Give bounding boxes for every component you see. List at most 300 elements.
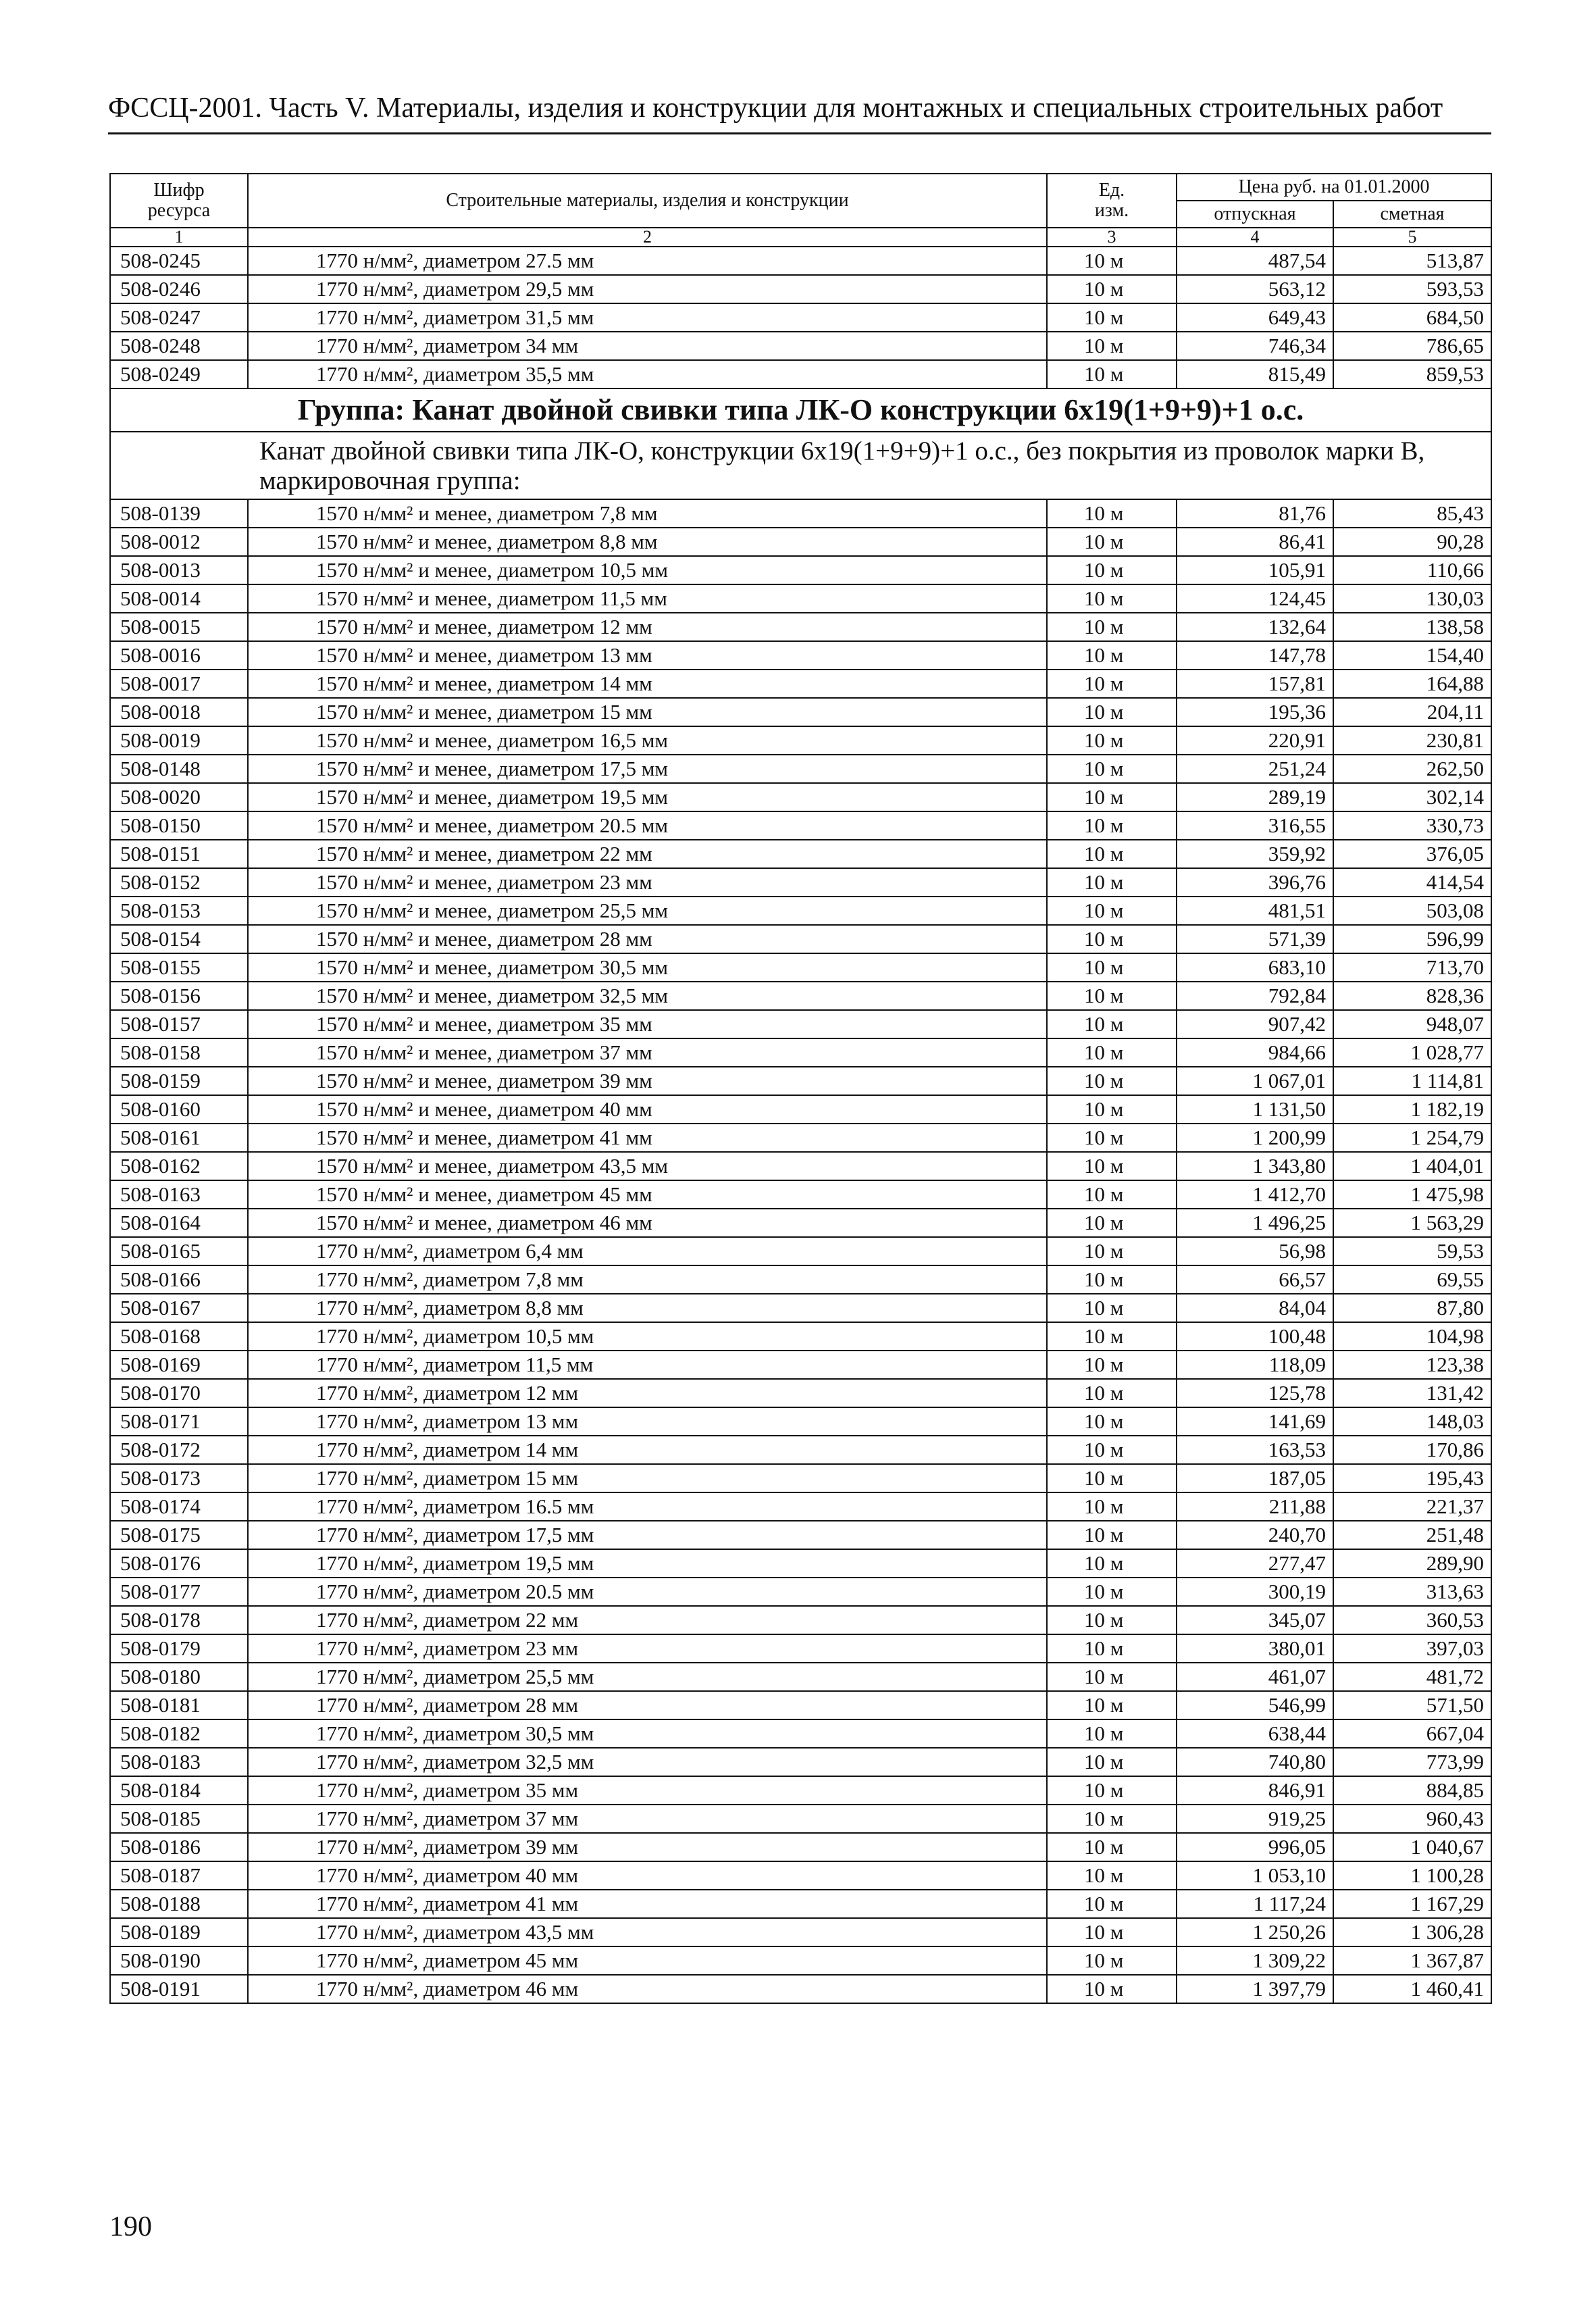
cell-unit: 10 м xyxy=(1047,1805,1177,1833)
cell-unit: 10 м xyxy=(1047,1492,1177,1521)
table-row xyxy=(110,1833,1491,1861)
cell-code: 508-0164 xyxy=(110,1209,248,1237)
cell-estimate-price: 960,43 xyxy=(1333,1805,1491,1833)
cell-unit: 10 м xyxy=(1047,1719,1177,1748)
cell-release-price: 546,99 xyxy=(1177,1691,1333,1719)
cell-estimate-price: 1 182,19 xyxy=(1333,1095,1491,1124)
cell-name: 1770 н/мм², диаметром 20.5 мм xyxy=(248,1578,1047,1606)
table-row xyxy=(110,1606,1491,1634)
cell-estimate-price: 204,11 xyxy=(1333,698,1491,726)
cell-code: 508-0152 xyxy=(110,868,248,897)
cell-estimate-price: 1 563,29 xyxy=(1333,1209,1491,1237)
cell-name: 1770 н/мм², диаметром 31,5 мм xyxy=(248,303,1047,332)
table-row xyxy=(110,1095,1491,1124)
table-row xyxy=(110,1492,1491,1521)
table-row xyxy=(110,670,1491,698)
cell-code: 508-0175 xyxy=(110,1521,248,1549)
cell-unit: 10 м xyxy=(1047,982,1177,1010)
table-row xyxy=(110,755,1491,783)
cell-name: 1770 н/мм², диаметром 34 мм xyxy=(248,332,1047,360)
cell-name: 1770 н/мм², диаметром 28 мм xyxy=(248,1691,1047,1719)
cell-code: 508-0183 xyxy=(110,1748,248,1776)
cell-name: 1770 н/мм², диаметром 17,5 мм xyxy=(248,1521,1047,1549)
cell-name: 1570 н/мм² и менее, диаметром 39 мм xyxy=(248,1067,1047,1095)
table-row xyxy=(110,499,1491,528)
cell-code: 508-0167 xyxy=(110,1294,248,1322)
cell-code: 508-0246 xyxy=(110,275,248,303)
table-row xyxy=(110,1748,1491,1776)
table-row xyxy=(110,1861,1491,1890)
cell-estimate-price: 786,65 xyxy=(1333,332,1491,360)
cell-release-price: 125,78 xyxy=(1177,1379,1333,1407)
cell-unit: 10 м xyxy=(1047,613,1177,641)
cell-name: 1770 н/мм², диаметром 23 мм xyxy=(248,1634,1047,1663)
cell-release-price: 1 131,50 xyxy=(1177,1095,1333,1124)
header-estimate: сметная xyxy=(1333,201,1491,228)
cell-release-price: 147,78 xyxy=(1177,641,1333,670)
cell-unit: 10 м xyxy=(1047,1265,1177,1294)
cell-name: 1770 н/мм², диаметром 27.5 мм xyxy=(248,247,1047,275)
cell-name: 1570 н/мм² и менее, диаметром 14 мм xyxy=(248,670,1047,698)
cell-estimate-price: 684,50 xyxy=(1333,303,1491,332)
table-row xyxy=(110,1038,1491,1067)
cell-estimate-price: 513,87 xyxy=(1333,247,1491,275)
header-release: отпускная xyxy=(1177,201,1333,228)
cell-release-price: 1 496,25 xyxy=(1177,1209,1333,1237)
cell-unit: 10 м xyxy=(1047,811,1177,840)
cell-name: 1570 н/мм² и менее, диаметром 40 мм xyxy=(248,1095,1047,1124)
cell-unit: 10 м xyxy=(1047,840,1177,868)
cell-name: 1770 н/мм², диаметром 6,4 мм xyxy=(248,1237,1047,1265)
cell-estimate-price: 884,85 xyxy=(1333,1776,1491,1805)
cell-release-price: 1 309,22 xyxy=(1177,1946,1333,1975)
cell-estimate-price: 164,88 xyxy=(1333,670,1491,698)
cell-code: 508-0176 xyxy=(110,1549,248,1578)
cell-release-price: 487,54 xyxy=(1177,247,1333,275)
cell-estimate-price: 1 254,79 xyxy=(1333,1124,1491,1152)
table-row xyxy=(110,1890,1491,1918)
cell-name: 1770 н/мм², диаметром 32,5 мм xyxy=(248,1748,1047,1776)
cell-name: 1570 н/мм² и менее, диаметром 12 мм xyxy=(248,613,1047,641)
cell-unit: 10 м xyxy=(1047,556,1177,584)
cell-code: 508-0248 xyxy=(110,332,248,360)
cell-unit: 10 м xyxy=(1047,1663,1177,1691)
table-row xyxy=(110,1067,1491,1095)
cell-estimate-price: 170,86 xyxy=(1333,1436,1491,1464)
group-description: Канат двойной свивки типа ЛК-О, конструкции 6х19(1+9+9)+1 о.с., без покрытия из проволок марки В, маркировочная группа: xyxy=(110,432,1491,499)
cell-release-price: 132,64 xyxy=(1177,613,1333,641)
cell-unit: 10 м xyxy=(1047,1946,1177,1975)
cell-release-price: 105,91 xyxy=(1177,556,1333,584)
cell-estimate-price: 1 167,29 xyxy=(1333,1890,1491,1918)
table-row xyxy=(110,303,1491,332)
cell-release-price: 571,39 xyxy=(1177,925,1333,953)
cell-code: 508-0249 xyxy=(110,360,248,388)
cell-unit: 10 м xyxy=(1047,528,1177,556)
cell-estimate-price: 503,08 xyxy=(1333,897,1491,925)
cell-unit: 10 м xyxy=(1047,1124,1177,1152)
table-row xyxy=(110,925,1491,953)
group-block xyxy=(110,388,1491,499)
cell-name: 1770 н/мм², диаметром 15 мм xyxy=(248,1464,1047,1492)
cell-release-price: 100,48 xyxy=(1177,1322,1333,1351)
cell-code: 508-0161 xyxy=(110,1124,248,1152)
cell-name: 1770 н/мм², диаметром 40 мм xyxy=(248,1861,1047,1890)
table-row xyxy=(110,613,1491,641)
cell-release-price: 240,70 xyxy=(1177,1521,1333,1549)
cell-estimate-price: 289,90 xyxy=(1333,1549,1491,1578)
cell-name: 1570 н/мм² и менее, диаметром 7,8 мм xyxy=(248,499,1047,528)
cell-name: 1770 н/мм², диаметром 22 мм xyxy=(248,1606,1047,1634)
cell-name: 1570 н/мм² и менее, диаметром 23 мм xyxy=(248,868,1047,897)
cell-name: 1570 н/мм² и менее, диаметром 22 мм xyxy=(248,840,1047,868)
cell-estimate-price: 1 040,67 xyxy=(1333,1833,1491,1861)
cell-unit: 10 м xyxy=(1047,726,1177,755)
cell-unit: 10 м xyxy=(1047,1918,1177,1946)
cell-release-price: 1 412,70 xyxy=(1177,1180,1333,1209)
table-row xyxy=(110,1294,1491,1322)
cell-estimate-price: 251,48 xyxy=(1333,1521,1491,1549)
cell-estimate-price: 713,70 xyxy=(1333,953,1491,982)
cell-name: 1770 н/мм², диаметром 19,5 мм xyxy=(248,1549,1047,1578)
cell-release-price: 345,07 xyxy=(1177,1606,1333,1634)
table-row xyxy=(110,698,1491,726)
cell-code: 508-0188 xyxy=(110,1890,248,1918)
cell-name: 1770 н/мм², диаметром 30,5 мм xyxy=(248,1719,1047,1748)
cell-name: 1770 н/мм², диаметром 13 мм xyxy=(248,1407,1047,1436)
table-row xyxy=(110,1379,1491,1407)
table-row xyxy=(110,247,1491,275)
cell-release-price: 195,36 xyxy=(1177,698,1333,726)
table-row xyxy=(110,1351,1491,1379)
cell-name: 1570 н/мм² и менее, диаметром 10,5 мм xyxy=(248,556,1047,584)
cell-code: 508-0168 xyxy=(110,1322,248,1351)
header-unit: Ед. изм. xyxy=(1047,174,1177,228)
cell-name: 1770 н/мм², диаметром 16.5 мм xyxy=(248,1492,1047,1521)
cell-code: 508-0156 xyxy=(110,982,248,1010)
cell-code: 508-0014 xyxy=(110,584,248,613)
cell-estimate-price: 859,53 xyxy=(1333,360,1491,388)
cell-unit: 10 м xyxy=(1047,1407,1177,1436)
cell-release-price: 300,19 xyxy=(1177,1578,1333,1606)
cell-code: 508-0181 xyxy=(110,1691,248,1719)
group-row xyxy=(110,388,1491,432)
cell-estimate-price: 1 306,28 xyxy=(1333,1918,1491,1946)
cell-code: 508-0151 xyxy=(110,840,248,868)
cell-name: 1770 н/мм², диаметром 12 мм xyxy=(248,1379,1047,1407)
cell-code: 508-0173 xyxy=(110,1464,248,1492)
cell-name: 1570 н/мм² и менее, диаметром 17,5 мм xyxy=(248,755,1047,783)
cell-release-price: 815,49 xyxy=(1177,360,1333,388)
cell-unit: 10 м xyxy=(1047,1776,1177,1805)
cell-code: 508-0245 xyxy=(110,247,248,275)
cell-name: 1570 н/мм² и менее, диаметром 37 мм xyxy=(248,1038,1047,1067)
cell-estimate-price: 376,05 xyxy=(1333,840,1491,868)
cell-release-price: 359,92 xyxy=(1177,840,1333,868)
cell-release-price: 211,88 xyxy=(1177,1492,1333,1521)
cell-name: 1770 н/мм², диаметром 8,8 мм xyxy=(248,1294,1047,1322)
cell-release-price: 277,47 xyxy=(1177,1549,1333,1578)
cell-unit: 10 м xyxy=(1047,925,1177,953)
table-body-top xyxy=(110,247,1491,388)
cell-name: 1770 н/мм², диаметром 10,5 мм xyxy=(248,1322,1047,1351)
cell-unit: 10 м xyxy=(1047,1322,1177,1351)
cell-estimate-price: 313,63 xyxy=(1333,1578,1491,1606)
cell-code: 508-0019 xyxy=(110,726,248,755)
table-row xyxy=(110,897,1491,925)
header-price: Цена руб. на 01.01.2000 xyxy=(1177,174,1491,201)
table-row xyxy=(110,1691,1491,1719)
cell-code: 508-0247 xyxy=(110,303,248,332)
table-row xyxy=(110,360,1491,388)
cell-name: 1570 н/мм² и менее, диаметром 43,5 мм xyxy=(248,1152,1047,1180)
table-row xyxy=(110,1124,1491,1152)
header-name: Строительные материалы, изделия и конструкции xyxy=(248,174,1047,228)
cell-name: 1570 н/мм² и менее, диаметром 11,5 мм xyxy=(248,584,1047,613)
cell-estimate-price: 230,81 xyxy=(1333,726,1491,755)
cell-code: 508-0186 xyxy=(110,1833,248,1861)
cell-release-price: 316,55 xyxy=(1177,811,1333,840)
cell-name: 1770 н/мм², диаметром 7,8 мм xyxy=(248,1265,1047,1294)
group-description-row xyxy=(110,432,1491,499)
table-row xyxy=(110,1152,1491,1180)
table-row xyxy=(110,1634,1491,1663)
cell-unit: 10 м xyxy=(1047,1067,1177,1095)
cell-release-price: 1 117,24 xyxy=(1177,1890,1333,1918)
table-row xyxy=(110,783,1491,811)
cell-estimate-price: 593,53 xyxy=(1333,275,1491,303)
cell-code: 508-0166 xyxy=(110,1265,248,1294)
cell-unit: 10 м xyxy=(1047,1691,1177,1719)
cell-release-price: 1 053,10 xyxy=(1177,1861,1333,1890)
cell-release-price: 66,57 xyxy=(1177,1265,1333,1294)
cell-release-price: 396,76 xyxy=(1177,868,1333,897)
cell-unit: 10 м xyxy=(1047,1152,1177,1180)
cell-name: 1570 н/мм² и менее, диаметром 19,5 мм xyxy=(248,783,1047,811)
cell-estimate-price: 1 460,41 xyxy=(1333,1975,1491,2003)
cell-release-price: 84,04 xyxy=(1177,1294,1333,1322)
group-title: Группа: Канат двойной свивки типа ЛК-О конструкции 6х19(1+9+9)+1 о.с. xyxy=(110,388,1491,432)
cell-code: 508-0163 xyxy=(110,1180,248,1209)
cell-name: 1570 н/мм² и менее, диаметром 28 мм xyxy=(248,925,1047,953)
cell-release-price: 740,80 xyxy=(1177,1748,1333,1776)
cell-estimate-price: 302,14 xyxy=(1333,783,1491,811)
cell-estimate-price: 195,43 xyxy=(1333,1464,1491,1492)
cell-unit: 10 м xyxy=(1047,1464,1177,1492)
cell-code: 508-0174 xyxy=(110,1492,248,1521)
cell-unit: 10 м xyxy=(1047,1890,1177,1918)
cell-release-price: 289,19 xyxy=(1177,783,1333,811)
cell-estimate-price: 69,55 xyxy=(1333,1265,1491,1294)
cell-code: 508-0139 xyxy=(110,499,248,528)
table-body-main xyxy=(110,499,1491,2003)
cell-code: 508-0178 xyxy=(110,1606,248,1634)
cell-estimate-price: 1 404,01 xyxy=(1333,1152,1491,1180)
cell-unit: 10 м xyxy=(1047,1209,1177,1237)
cell-code: 508-0182 xyxy=(110,1719,248,1748)
header-rule xyxy=(108,132,1491,134)
table-row xyxy=(110,1719,1491,1748)
cell-name: 1770 н/мм², диаметром 46 мм xyxy=(248,1975,1047,2003)
cell-unit: 10 м xyxy=(1047,1010,1177,1038)
cell-unit: 10 м xyxy=(1047,275,1177,303)
cell-release-price: 141,69 xyxy=(1177,1407,1333,1436)
cell-unit: 10 м xyxy=(1047,755,1177,783)
cell-unit: 10 м xyxy=(1047,1578,1177,1606)
cell-unit: 10 м xyxy=(1047,1748,1177,1776)
cell-name: 1570 н/мм² и менее, диаметром 32,5 мм xyxy=(248,982,1047,1010)
cell-code: 508-0179 xyxy=(110,1634,248,1663)
table-row xyxy=(110,868,1491,897)
table-row xyxy=(110,1776,1491,1805)
table-row xyxy=(110,1180,1491,1209)
cell-release-price: 187,05 xyxy=(1177,1464,1333,1492)
cell-estimate-price: 104,98 xyxy=(1333,1322,1491,1351)
cell-name: 1570 н/мм² и менее, диаметром 35 мм xyxy=(248,1010,1047,1038)
cell-name: 1770 н/мм², диаметром 11,5 мм xyxy=(248,1351,1047,1379)
cell-estimate-price: 1 367,87 xyxy=(1333,1946,1491,1975)
cell-code: 508-0190 xyxy=(110,1946,248,1975)
cell-unit: 10 м xyxy=(1047,670,1177,698)
cell-unit: 10 м xyxy=(1047,1351,1177,1379)
table-row xyxy=(110,1521,1491,1549)
cell-release-price: 638,44 xyxy=(1177,1719,1333,1748)
cell-code: 508-0148 xyxy=(110,755,248,783)
cell-release-price: 984,66 xyxy=(1177,1038,1333,1067)
cell-estimate-price: 397,03 xyxy=(1333,1634,1491,1663)
cell-code: 508-0017 xyxy=(110,670,248,698)
cell-estimate-price: 59,53 xyxy=(1333,1237,1491,1265)
cell-estimate-price: 596,99 xyxy=(1333,925,1491,953)
cell-unit: 10 м xyxy=(1047,868,1177,897)
cell-release-price: 907,42 xyxy=(1177,1010,1333,1038)
cell-release-price: 1 200,99 xyxy=(1177,1124,1333,1152)
cell-estimate-price: 667,04 xyxy=(1333,1719,1491,1748)
cell-estimate-price: 148,03 xyxy=(1333,1407,1491,1436)
cell-code: 508-0169 xyxy=(110,1351,248,1379)
cell-release-price: 251,24 xyxy=(1177,755,1333,783)
table-row xyxy=(110,1436,1491,1464)
cell-code: 508-0154 xyxy=(110,925,248,953)
cell-code: 508-0013 xyxy=(110,556,248,584)
cell-code: 508-0155 xyxy=(110,953,248,982)
cell-code: 508-0018 xyxy=(110,698,248,726)
cell-unit: 10 м xyxy=(1047,1975,1177,2003)
cell-name: 1570 н/мм² и менее, диаметром 15 мм xyxy=(248,698,1047,726)
cell-unit: 10 м xyxy=(1047,698,1177,726)
cell-name: 1570 н/мм² и менее, диаметром 16,5 мм xyxy=(248,726,1047,755)
cell-code: 508-0177 xyxy=(110,1578,248,1606)
cell-release-price: 163,53 xyxy=(1177,1436,1333,1464)
cell-name: 1570 н/мм² и менее, диаметром 45 мм xyxy=(248,1180,1047,1209)
table-row xyxy=(110,811,1491,840)
cell-code: 508-0184 xyxy=(110,1776,248,1805)
cell-release-price: 81,76 xyxy=(1177,499,1333,528)
cell-code: 508-0185 xyxy=(110,1805,248,1833)
cell-name: 1770 н/мм², диаметром 35,5 мм xyxy=(248,360,1047,388)
cell-name: 1770 н/мм², диаметром 25,5 мм xyxy=(248,1663,1047,1691)
cell-release-price: 919,25 xyxy=(1177,1805,1333,1833)
cell-unit: 10 м xyxy=(1047,499,1177,528)
cell-unit: 10 м xyxy=(1047,1294,1177,1322)
header-code: Шифр ресурса xyxy=(110,174,248,228)
table-row xyxy=(110,332,1491,360)
cell-code: 508-0160 xyxy=(110,1095,248,1124)
cell-release-price: 746,34 xyxy=(1177,332,1333,360)
cell-unit: 10 м xyxy=(1047,1634,1177,1663)
cell-unit: 10 м xyxy=(1047,1833,1177,1861)
colnum-1: 1 xyxy=(110,228,248,247)
page-number: 190 xyxy=(109,2211,152,2242)
cell-estimate-price: 1 114,81 xyxy=(1333,1067,1491,1095)
table-row xyxy=(110,1464,1491,1492)
cell-release-price: 56,98 xyxy=(1177,1237,1333,1265)
cell-estimate-price: 1 100,28 xyxy=(1333,1861,1491,1890)
table-row xyxy=(110,1237,1491,1265)
cell-release-price: 86,41 xyxy=(1177,528,1333,556)
cell-unit: 10 м xyxy=(1047,1038,1177,1067)
table-row xyxy=(110,840,1491,868)
cell-code: 508-0165 xyxy=(110,1237,248,1265)
table-row xyxy=(110,1663,1491,1691)
table-row xyxy=(110,1010,1491,1038)
cell-release-price: 683,10 xyxy=(1177,953,1333,982)
cell-release-price: 1 343,80 xyxy=(1177,1152,1333,1180)
cell-release-price: 563,12 xyxy=(1177,275,1333,303)
price-table xyxy=(109,173,1492,2004)
cell-estimate-price: 1 475,98 xyxy=(1333,1180,1491,1209)
table-row xyxy=(110,275,1491,303)
cell-estimate-price: 360,53 xyxy=(1333,1606,1491,1634)
colnum-5: 5 xyxy=(1333,228,1491,247)
cell-name: 1770 н/мм², диаметром 29,5 мм xyxy=(248,275,1047,303)
cell-unit: 10 м xyxy=(1047,1549,1177,1578)
cell-release-price: 846,91 xyxy=(1177,1776,1333,1805)
cell-release-price: 792,84 xyxy=(1177,982,1333,1010)
cell-release-price: 380,01 xyxy=(1177,1634,1333,1663)
cell-estimate-price: 110,66 xyxy=(1333,556,1491,584)
cell-release-price: 124,45 xyxy=(1177,584,1333,613)
cell-estimate-price: 154,40 xyxy=(1333,641,1491,670)
cell-estimate-price: 262,50 xyxy=(1333,755,1491,783)
cell-release-price: 118,09 xyxy=(1177,1351,1333,1379)
cell-estimate-price: 90,28 xyxy=(1333,528,1491,556)
cell-release-price: 996,05 xyxy=(1177,1833,1333,1861)
cell-name: 1770 н/мм², диаметром 41 мм xyxy=(248,1890,1047,1918)
cell-code: 508-0158 xyxy=(110,1038,248,1067)
cell-name: 1570 н/мм² и менее, диаметром 41 мм xyxy=(248,1124,1047,1152)
cell-estimate-price: 87,80 xyxy=(1333,1294,1491,1322)
cell-release-price: 220,91 xyxy=(1177,726,1333,755)
cell-code: 508-0191 xyxy=(110,1975,248,2003)
cell-estimate-price: 330,73 xyxy=(1333,811,1491,840)
cell-name: 1570 н/мм² и менее, диаметром 46 мм xyxy=(248,1209,1047,1237)
cell-code: 508-0020 xyxy=(110,783,248,811)
table-row xyxy=(110,584,1491,613)
cell-name: 1770 н/мм², диаметром 43,5 мм xyxy=(248,1918,1047,1946)
cell-name: 1570 н/мм² и менее, диаметром 20.5 мм xyxy=(248,811,1047,840)
cell-code: 508-0171 xyxy=(110,1407,248,1436)
cell-name: 1570 н/мм² и менее, диаметром 13 мм xyxy=(248,641,1047,670)
cell-release-price: 461,07 xyxy=(1177,1663,1333,1691)
table-row xyxy=(110,953,1491,982)
cell-name: 1570 н/мм² и менее, диаметром 30,5 мм xyxy=(248,953,1047,982)
cell-estimate-price: 85,43 xyxy=(1333,499,1491,528)
cell-unit: 10 м xyxy=(1047,247,1177,275)
table-row xyxy=(110,1805,1491,1833)
cell-code: 508-0016 xyxy=(110,641,248,670)
cell-name: 1770 н/мм², диаметром 35 мм xyxy=(248,1776,1047,1805)
